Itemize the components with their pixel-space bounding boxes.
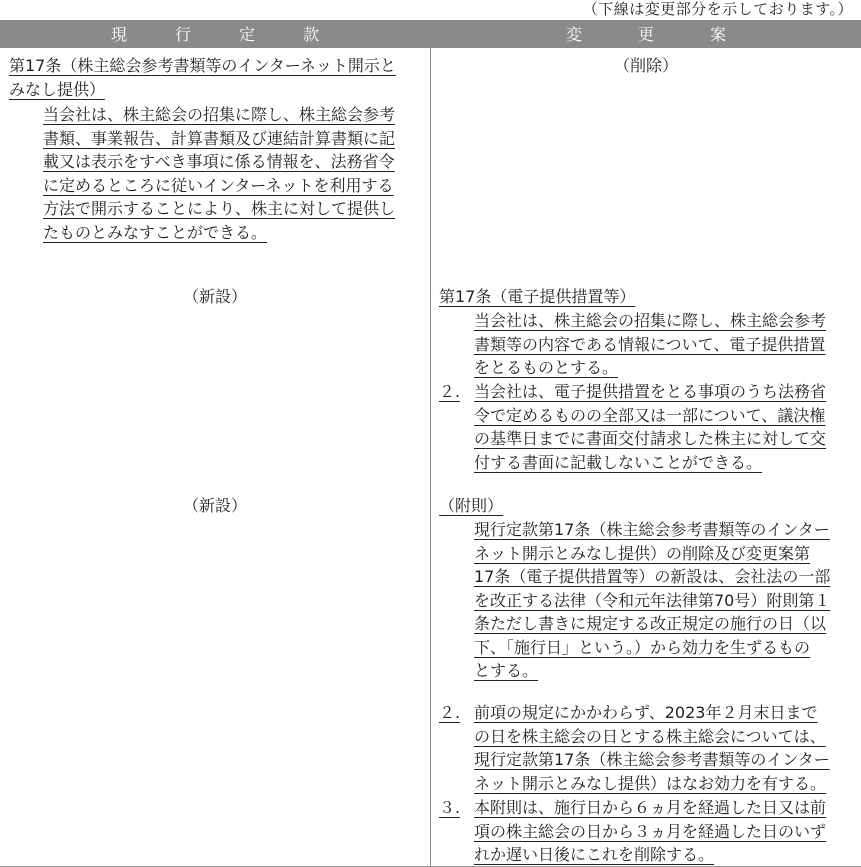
text-line: を改正する法律（令和元年法律第70号）附則第１ — [474, 590, 831, 610]
current-art17-body — [43, 103, 429, 244]
text-line: 下、「施行日」という。）から効力を生ずるもの — [474, 637, 811, 657]
proposed-supplementary-para3 — [474, 796, 860, 867]
text-line: 付する書面に記載しないことができる。 — [474, 452, 763, 472]
proposed-supplementary-para3-number: ３. — [439, 798, 461, 817]
text-line: 条ただし書きに規定する改正規定の施行の日（以 — [474, 614, 827, 633]
proposed-supplementary-para2-number: ２. — [439, 703, 461, 722]
column-divider — [430, 21, 431, 867]
current-new-placeholder-2: （新設） — [182, 496, 247, 515]
text-line: 当会社は、電子提供措置をとる事項のうち法務省 — [474, 382, 827, 401]
amendment-comparison-table — [0, 20, 861, 867]
text-line: とする。 — [474, 661, 539, 680]
header-proposed-amendment: 変更案 — [565, 25, 782, 44]
current-art17-title-line2: みなし提供） — [9, 80, 106, 99]
text-line: をとるものとする。 — [474, 358, 619, 377]
proposed-art17-para2-number: ２. — [439, 382, 461, 401]
text-line: 書類、事業報告、計算書類及び連結計算書類に記 — [43, 128, 396, 148]
text-line: 当会社は、株主総会の招集に際し、株主総会参考 — [474, 311, 827, 330]
text-line: 載又は表示をすべき事項に係る情報を、法務省令 — [43, 152, 395, 171]
text-line: 当会社は、株主総会の招集に際し、株主総会参考 — [43, 105, 396, 124]
text-line: の基準日までに書面交付請求した株主に対して交 — [474, 429, 827, 448]
underline-note: （下線は変更部分を示しております。） — [582, 0, 853, 18]
text-line: 現行定款第17条（株主総会参考書類等のインター — [474, 750, 830, 769]
text-line: 現行定款第17条（株主総会参考書類等のインター — [474, 520, 830, 539]
text-line: たものとみなすことができる。 — [43, 222, 268, 242]
current-new-placeholder-1: （新設） — [182, 287, 247, 306]
text-line: ネット開示とみなし提供）はなお効力を有する。 — [474, 773, 827, 793]
proposed-supplementary-para2 — [474, 701, 860, 795]
text-line: ネット開示とみなし提供）の削除及び変更案第 — [474, 543, 811, 563]
proposed-art17-para1 — [474, 309, 860, 380]
text-line: 17条（電子提供措置等）の新設は、会社法の一部 — [474, 567, 831, 586]
header-current-articles: 現行定款 — [110, 25, 367, 44]
proposed-art17-para2 — [474, 380, 860, 474]
text-line: 書類等の内容である情報について、電子提供措置 — [474, 334, 826, 354]
proposed-art17-title: 第17条（電子提供措置等） — [439, 287, 636, 306]
proposed-supplementary-para1 — [474, 518, 860, 683]
text-line: 項の株主総会の日から３ヵ月を経過した日のいず — [474, 821, 827, 841]
current-art17-title-line1: 第17条（株主総会参考書類等のインターネット開示と — [9, 56, 396, 75]
text-line: 前項の規定にかかわらず、2023年２月末日まで — [474, 703, 818, 722]
text-line: 本附則は、施行日から６ヵ月を経過した日又は前 — [474, 798, 827, 817]
text-line: 令で定めるものの全部又は一部について、議決権 — [474, 405, 826, 425]
text-line: の日を株主総会の日とする株主総会については、 — [474, 726, 826, 746]
proposed-deleted: （削除） — [613, 56, 678, 75]
text-line: に定めるところに従いインターネットを利用する — [43, 175, 394, 195]
text-line: れか遅い日後にこれを削除する。 — [474, 845, 715, 864]
text-line: 方法で開示することにより、株主に対して提供し — [43, 199, 396, 218]
proposed-supplementary-title: （附則） — [439, 496, 504, 515]
